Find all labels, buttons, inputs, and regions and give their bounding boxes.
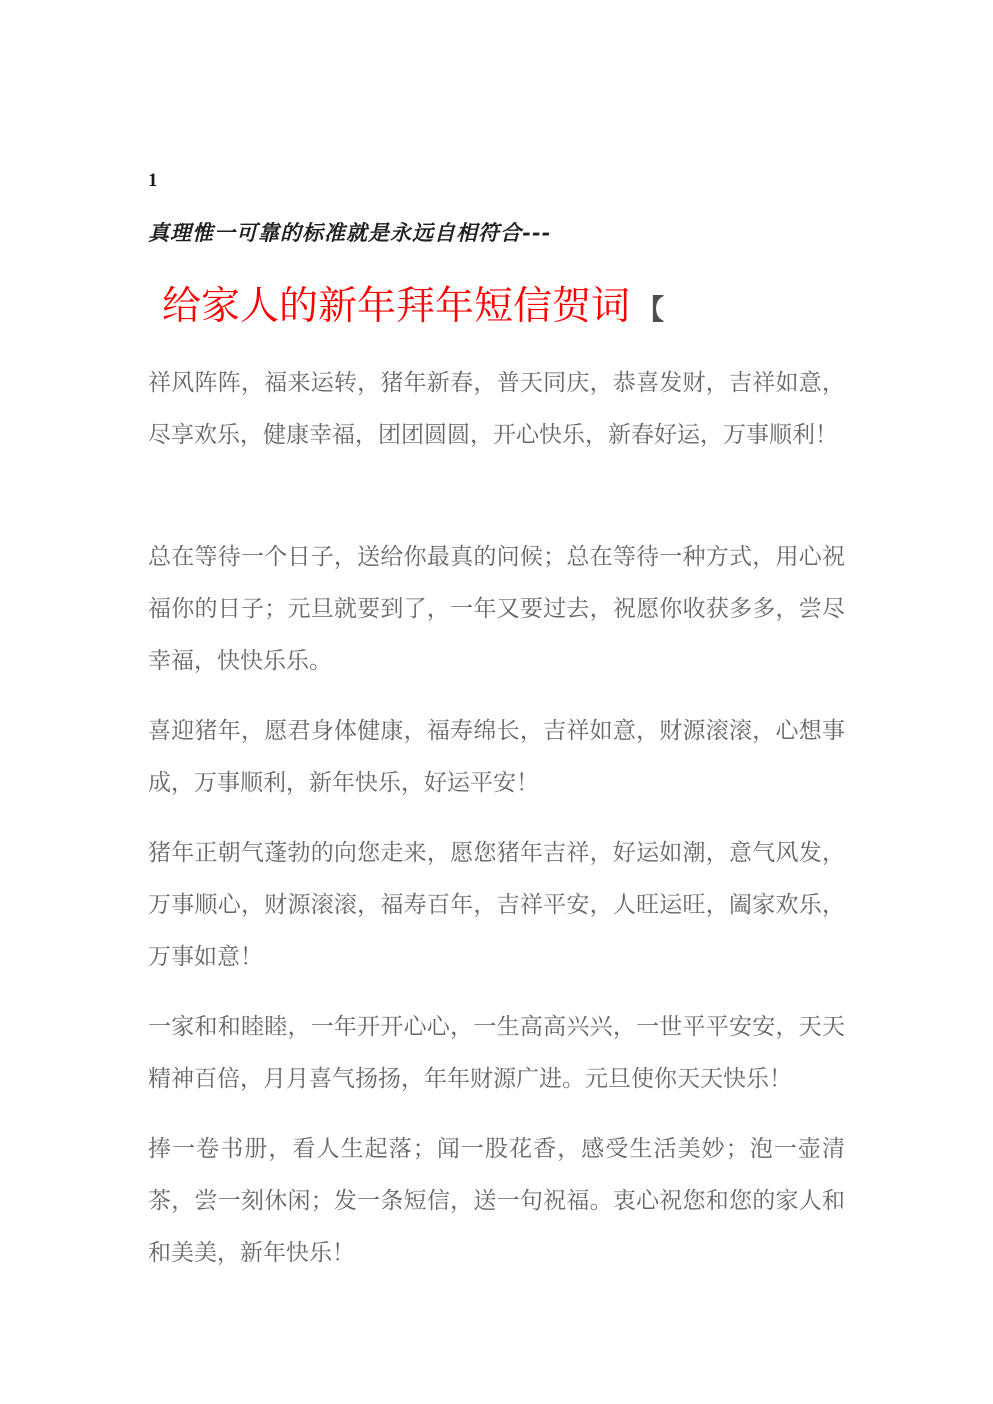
document-title-text: 给家人的新年拜年短信贺词 [162,285,631,328]
document-title [148,282,845,335]
paragraph-greeting-3: 喜迎猪年，愿君身体健康，福寿绵长，吉祥如意，财源滚滚，心想事成，万事顺利，新年快乐，好运平安！ [148,717,845,795]
paragraph-greeting-2: 总在等待一个日子，送给你最真的问候；总在等待一种方式，用心祝福你的日子；元旦就要到了，一年又要过去，祝愿你收获多多，尝尽幸福，快快乐乐。 [148,543,845,673]
paragraph-greeting-6: 捧一卷书册，看人生起落；闻一股花香，感受生活美妙；泡一壶清茶，尝一刻休闲；发一条短信，送一句祝福。衷心祝您和您的家人和和美美，新年快乐！ [148,1135,845,1265]
paragraph-greeting-5: 一家和和睦睦，一年开开心心，一生高高兴兴，一世平平安安，天天精神百倍，月月喜气扬扬，年年财源广进。元旦使你天天快乐！ [148,1013,845,1091]
document-body [148,356,845,1278]
title-bracket-mark: 【 [636,294,665,325]
paragraph-greeting-1: 祥风阵阵，福来运转，猪年新春，普天同庆，恭喜发财，吉祥如意，尽享欢乐，健康幸福，团团圆圆，开心快乐，新春好运，万事顺利！ [148,369,845,447]
paragraph-greeting-4: 猪年正朝气蓬勃的向您走来，愿您猪年吉祥，好运如潮，意气风发，万事顺心，财源滚滚，福寿百年，吉祥平安，人旺运旺，阖家欢乐，万事如意！ [148,839,845,969]
motto-watermark-line: 真理惟一可靠的标准就是永远自相符合--- [148,220,552,245]
page-number: 1 [148,170,158,191]
